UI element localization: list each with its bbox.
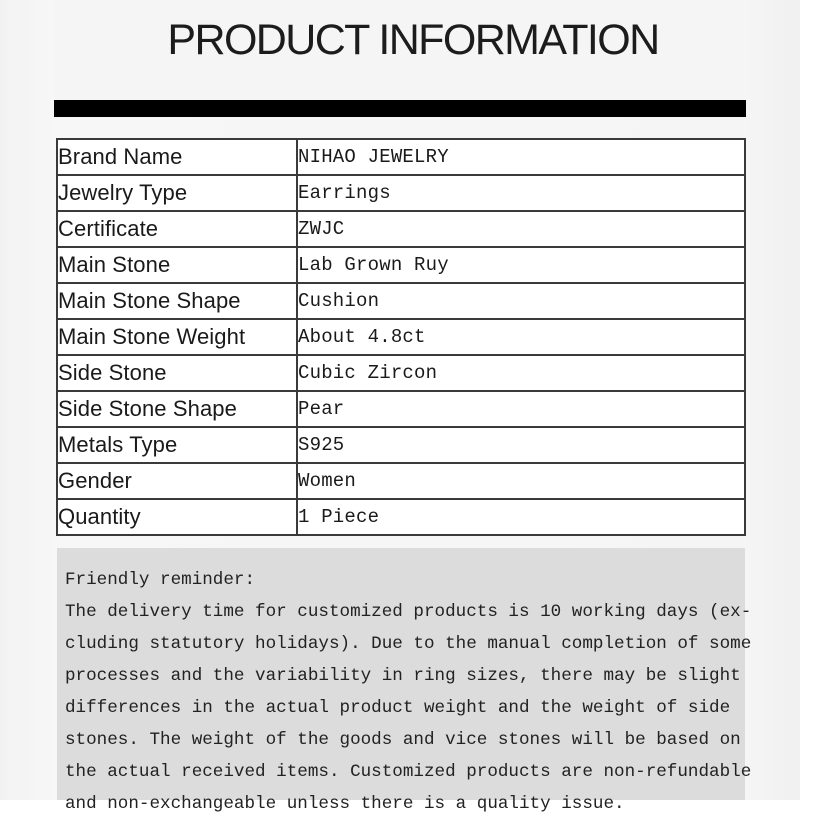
spec-value: NIHAO JEWELRY bbox=[297, 139, 745, 175]
spec-row-certificate bbox=[57, 211, 745, 247]
spec-value: ZWJC bbox=[297, 211, 745, 247]
reminder-line: The delivery time for customized products is 10 working days (ex- bbox=[65, 602, 752, 622]
spec-row-main-stone-shape bbox=[57, 283, 745, 319]
header-divider-bar bbox=[54, 100, 746, 117]
reminder-line: the actual received items. Customized products are non-refundable bbox=[65, 762, 752, 782]
spec-label: Gender bbox=[57, 463, 297, 499]
reminder-line: and non-exchangeable unless there is a quality issue. bbox=[65, 794, 625, 814]
spec-row-gender bbox=[57, 463, 745, 499]
reminder-text bbox=[65, 564, 752, 820]
spec-label: Main Stone bbox=[57, 247, 297, 283]
spec-value: Cubic Zircon bbox=[297, 355, 745, 391]
spec-row-main-stone-weight bbox=[57, 319, 745, 355]
spec-row-quantity bbox=[57, 499, 745, 535]
spec-value: S925 bbox=[297, 427, 745, 463]
reminder-line: differences in the actual product weight and the weight of side bbox=[65, 698, 731, 718]
spec-value: Women bbox=[297, 463, 745, 499]
spec-row-metals-type bbox=[57, 427, 745, 463]
spec-value: About 4.8ct bbox=[297, 319, 745, 355]
reminder-box bbox=[57, 548, 752, 814]
spec-label: Main Stone Weight bbox=[57, 319, 297, 355]
spec-value: Cushion bbox=[297, 283, 745, 319]
spec-label: Brand Name bbox=[57, 139, 297, 175]
spec-row-side-stone bbox=[57, 355, 745, 391]
spec-row-jewelry-type bbox=[57, 175, 745, 211]
page-title: PRODUCT INFORMATION bbox=[167, 16, 659, 64]
spec-label: Main Stone Shape bbox=[57, 283, 297, 319]
spec-label: Jewelry Type bbox=[57, 175, 297, 211]
spec-table bbox=[56, 138, 746, 536]
spec-row-side-stone-shape bbox=[57, 391, 745, 427]
spec-label: Side Stone Shape bbox=[57, 391, 297, 427]
spec-value: Pear bbox=[297, 391, 745, 427]
reminder-heading: Friendly reminder: bbox=[65, 570, 256, 590]
spec-label: Side Stone bbox=[57, 355, 297, 391]
spec-value: Lab Grown Ruy bbox=[297, 247, 745, 283]
spec-label: Certificate bbox=[57, 211, 297, 247]
spec-value: 1 Piece bbox=[297, 499, 745, 535]
spec-label: Quantity bbox=[57, 499, 297, 535]
reminder-line: processes and the variability in ring sizes, there may be slight bbox=[65, 666, 741, 686]
spec-value: Earrings bbox=[297, 175, 745, 211]
reminder-line: stones. The weight of the goods and vice stones will be based on bbox=[65, 730, 741, 750]
spec-row-main-stone bbox=[57, 247, 745, 283]
reminder-line: cluding statutory holidays). Due to the manual completion of some bbox=[65, 634, 752, 654]
spec-row-brand-name bbox=[57, 139, 745, 175]
spec-label: Metals Type bbox=[57, 427, 297, 463]
